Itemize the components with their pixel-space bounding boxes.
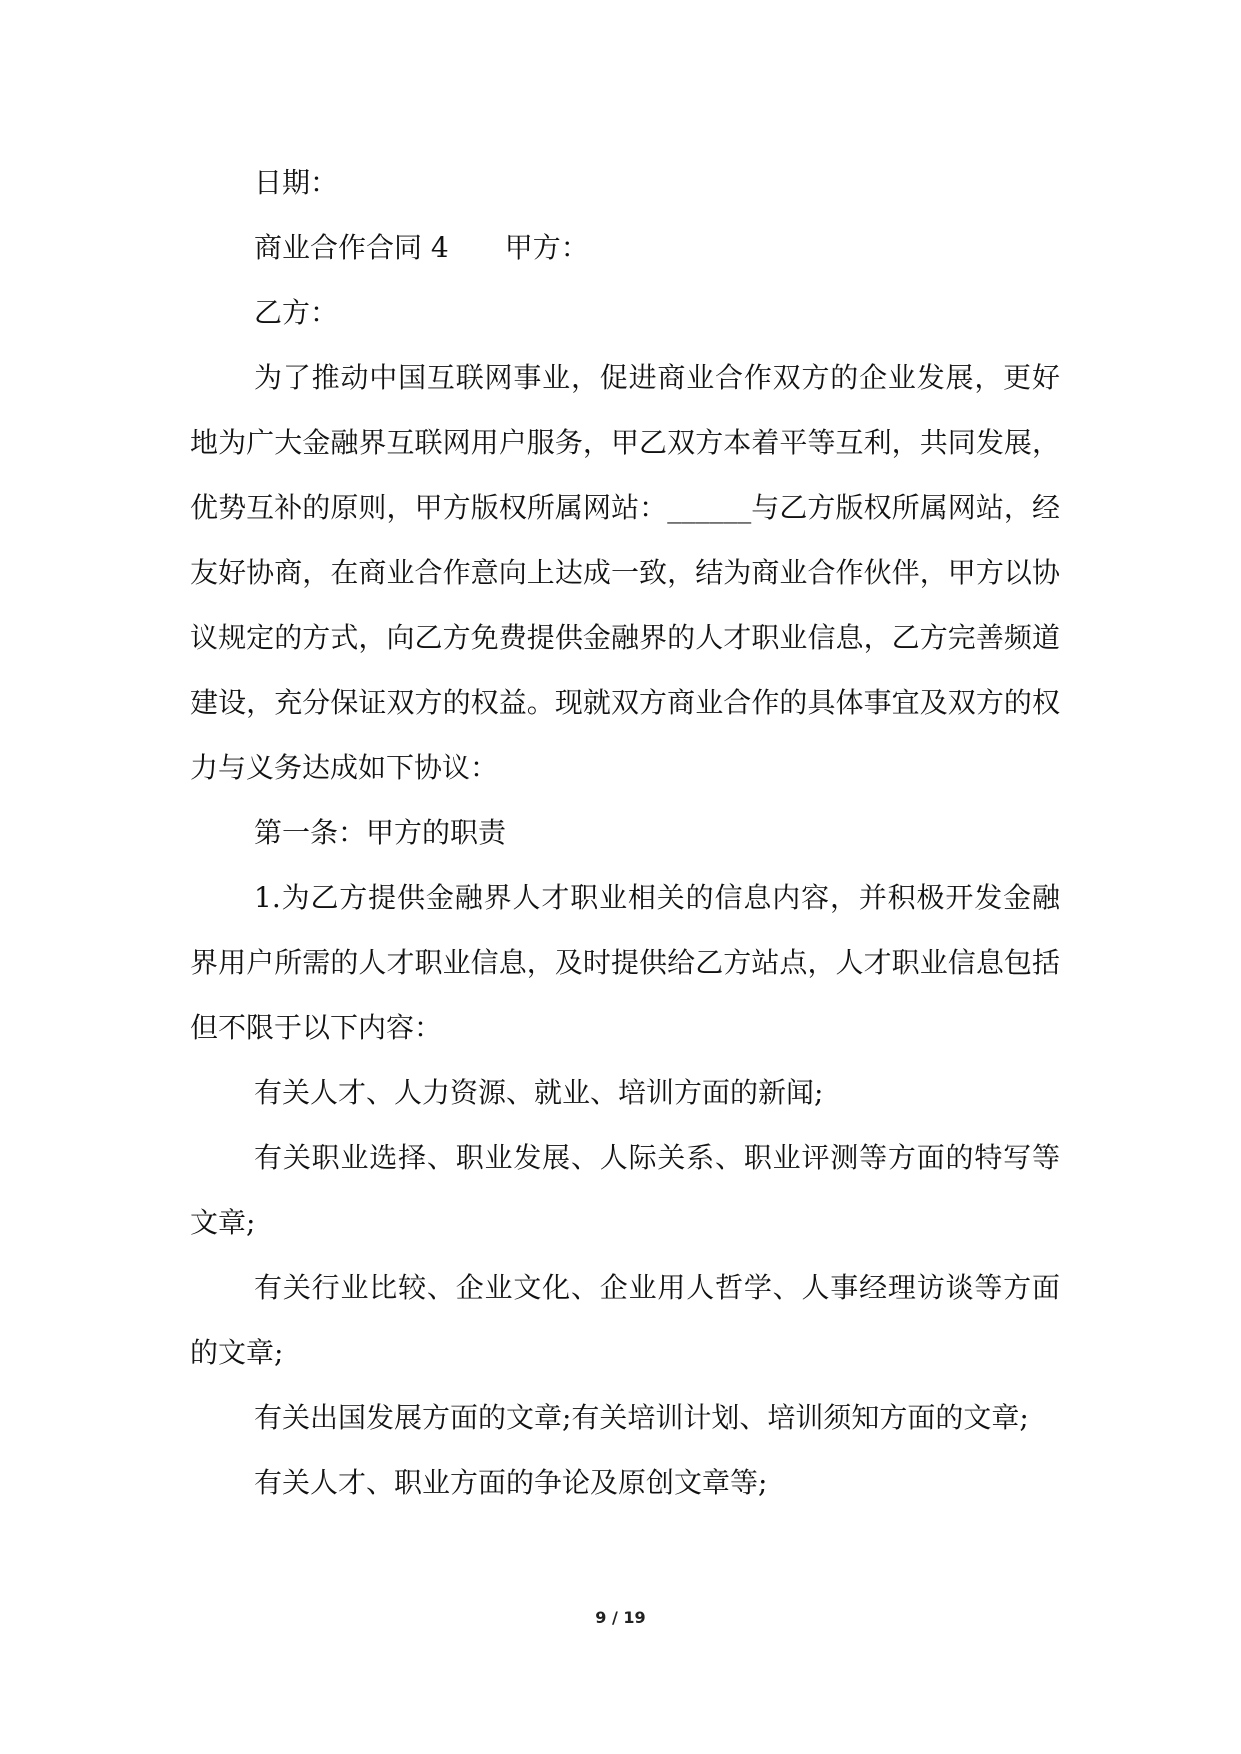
page-number: 9 / 19: [595, 1608, 646, 1627]
document-body: [190, 150, 1060, 1515]
clause-1-paragraph: 1.为乙方提供金融界人才职业相关的信息内容，并积极开发金融界用户所需的人才职业信息，及时提供给乙方站点，人才职业信息包括但不限于以下内容：: [190, 881, 1060, 1044]
list-item-abroad-training: 有关出国发展方面的文章;有关培训计划、培训须知方面的文章;: [254, 1401, 1029, 1434]
date-line: 日期：: [254, 166, 339, 199]
list-item-news: 有关人才、人力资源、就业、培训方面的新闻;: [254, 1076, 824, 1109]
preamble-paragraph: 为了推动中国互联网事业，促进商业合作双方的企业发展，更好地为广大金融界互联网用户服务，甲乙双方本着平等互利，共同发展，优势互补的原则，甲方版权所属网站：______与乙方版权所属网站，经友好协商，在商业合作意向上达成一致，结为商业合作伙伴，甲方以协议规定的方式，向乙方免费提供金融界的人才职业信息，乙方完善频道建设，充分保证双方的权益。现就双方商业合作的具体事宜及双方的权力与义务达成如下协议：: [190, 361, 1060, 784]
article-one-heading: 第一条：甲方的职责: [254, 816, 507, 849]
party-b-line: 乙方：: [254, 296, 339, 329]
list-item-career: 有关职业选择、职业发展、人际关系、职业评测等方面的特写等文章;: [190, 1141, 1060, 1239]
list-item-industry: 有关行业比较、企业文化、企业用人哲学、人事经理访谈等方面的文章;: [190, 1271, 1060, 1369]
list-item-debate: 有关人才、职业方面的争论及原创文章等;: [254, 1466, 768, 1499]
contract-title-line: 商业合作合同 4 甲方：: [254, 231, 589, 264]
